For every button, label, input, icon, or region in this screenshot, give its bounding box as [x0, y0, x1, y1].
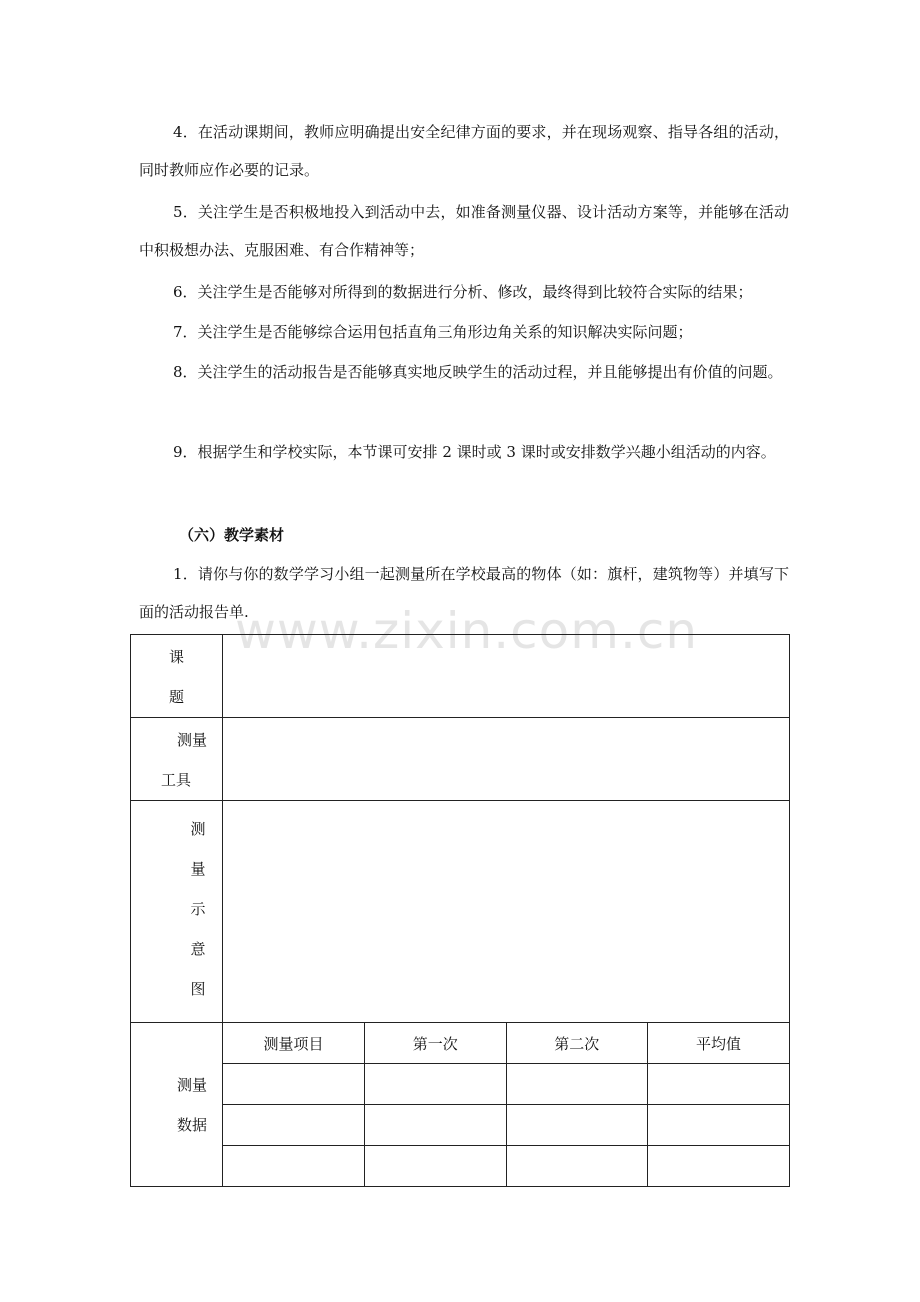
activity-report-table: [130, 634, 790, 1187]
paragraph-7: 7．关注学生是否能够综合运用包括直角三角形边角关系的知识解决实际问题；: [173, 323, 693, 341]
topic-label-2: 题: [169, 688, 185, 706]
paragraph-6: 6．关注学生是否能够对所得到的数据进行分析、修改，最终得到比较符合实际的结果；: [173, 283, 753, 301]
diagram-input-cell[interactable]: [223, 801, 790, 1023]
header-average: 平均值: [648, 1023, 790, 1064]
data-cell[interactable]: [223, 1146, 365, 1187]
topic-label-1: 课: [169, 648, 185, 666]
data-subtable-cell: [223, 1023, 790, 1187]
diagram-label-char: 示: [190, 900, 206, 918]
header-first: 第一次: [365, 1023, 507, 1064]
data-label-cell: [131, 1023, 223, 1187]
tools-input-cell[interactable]: [223, 718, 790, 801]
header-second: 第二次: [506, 1023, 648, 1064]
data-cell[interactable]: [506, 1105, 648, 1146]
paragraph-9: 9．根据学生和学校实际，本节课可安排 2 课时或 3 课时或安排数学兴趣小组活动的内容。: [173, 443, 776, 461]
diagram-label-cell: [131, 801, 223, 1023]
data-cell[interactable]: [506, 1064, 648, 1105]
data-label-1: 测量: [177, 1075, 208, 1094]
topic-label-cell: [131, 635, 223, 718]
data-row: [223, 1105, 789, 1146]
topic-input-cell[interactable]: [223, 635, 790, 718]
data-cell[interactable]: [648, 1146, 790, 1187]
data-cell[interactable]: [648, 1105, 790, 1146]
diagram-label-char: 图: [190, 980, 206, 998]
tools-label-1: 测量: [177, 731, 208, 749]
row-tools: [131, 718, 790, 801]
data-cell[interactable]: [365, 1064, 507, 1105]
measurement-data-table: [223, 1023, 789, 1186]
data-header-row: [223, 1023, 789, 1064]
section-heading: （六）教学素材: [179, 526, 285, 544]
paragraph-5: 5．关注学生是否积极地投入到活动中去，如准备测量仪器、设计活动方案等，并能够在活动中积极想办法、克服困难、有合作精神等；: [139, 203, 789, 259]
paragraph-8: 8．关注学生的活动报告是否能够真实地反映学生的活动过程，并且能够提出有价值的问题。: [173, 363, 783, 381]
data-cell[interactable]: [365, 1146, 507, 1187]
data-cell[interactable]: [648, 1064, 790, 1105]
watermark: www.zixin.com.cn: [235, 602, 699, 660]
diagram-label-char: 意: [190, 940, 206, 958]
diagram-label-char: 量: [190, 860, 206, 878]
data-cell[interactable]: [365, 1105, 507, 1146]
diagram-label: [185, 809, 211, 1009]
row-topic: [131, 635, 790, 718]
task-paragraph: 1．请你与你的数学学习小组一起测量所在学校最高的物体（如：旗杆，建筑物等）并填写下面的活动报告单.: [139, 565, 789, 621]
data-cell[interactable]: [223, 1105, 365, 1146]
row-data: [131, 1023, 790, 1187]
row-diagram: [131, 801, 790, 1023]
data-row: [223, 1146, 789, 1187]
paragraph-4: 4．在活动课期间，教师应明确提出安全纪律方面的要求，并在现场观察、指导各组的活动，同时教师应作必要的记录。: [139, 123, 789, 179]
tools-label-cell: [131, 718, 223, 801]
tools-label-2: 工具: [161, 771, 192, 789]
header-item: 测量项目: [223, 1023, 365, 1064]
data-label-2: 数据: [177, 1115, 208, 1134]
data-cell[interactable]: [506, 1146, 648, 1187]
diagram-label-char: 测: [190, 820, 206, 838]
data-cell[interactable]: [223, 1064, 365, 1105]
data-row: [223, 1064, 789, 1105]
